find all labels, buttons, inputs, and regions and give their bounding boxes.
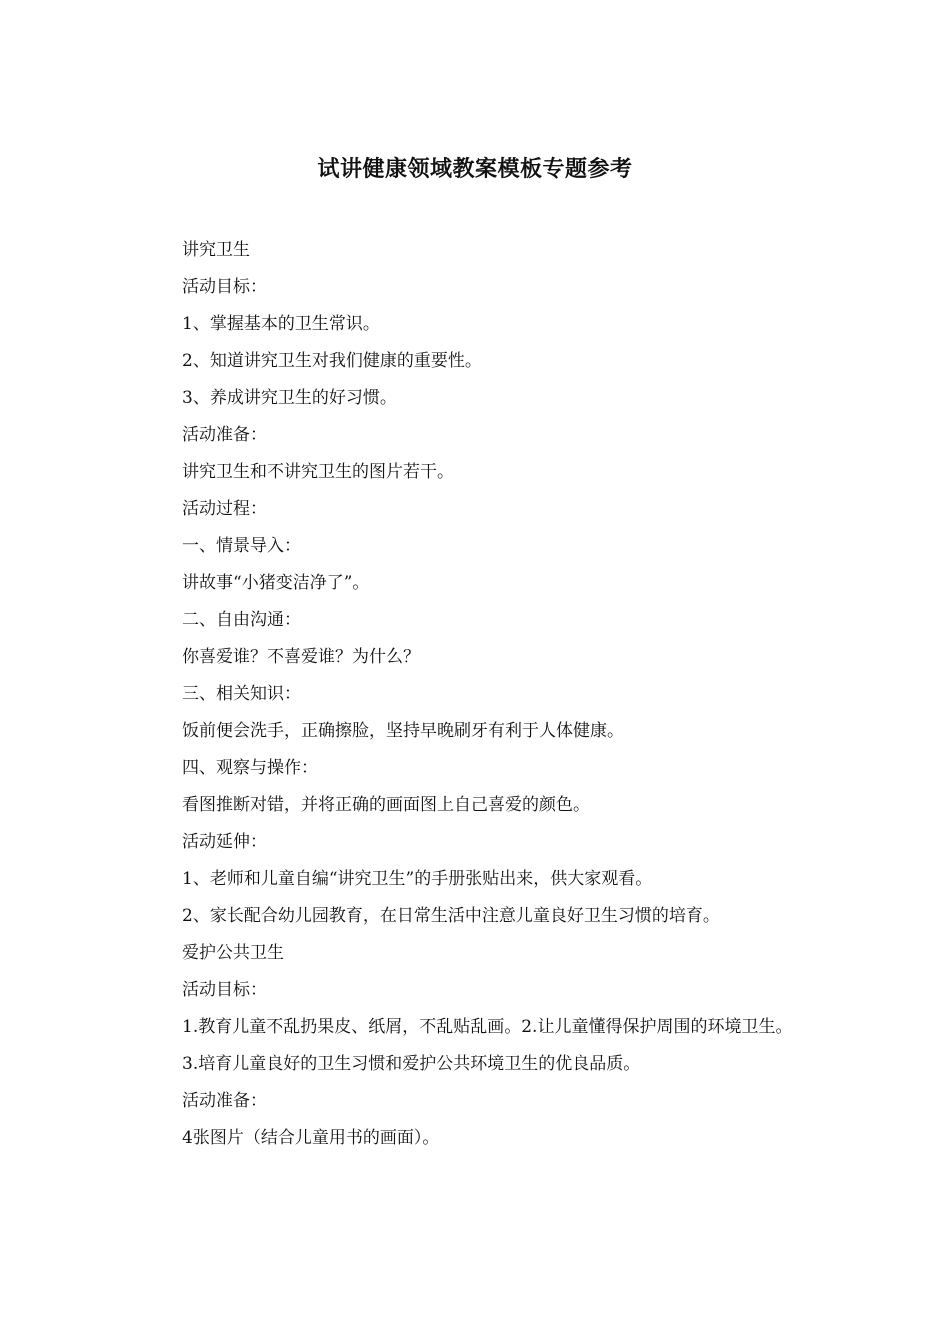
paragraph: 活动延伸： <box>182 832 267 852</box>
paragraph: 你喜爱谁？不喜爱谁？为什么？ <box>182 647 420 667</box>
paragraph: 活动准备： <box>182 425 267 445</box>
paragraph: 二、自由沟通： <box>182 610 301 630</box>
paragraph: 1、掌握基本的卫生常识。 <box>182 314 380 334</box>
paragraph: 饭前便会洗手，正确擦脸，坚持早晚刷牙有利于人体健康。 <box>182 721 624 741</box>
paragraph: 讲故事“小猪变洁净了”。 <box>182 573 370 593</box>
paragraph: 活动目标： <box>182 980 267 1000</box>
paragraph: 1.教育儿童不乱扔果皮、纸屑，不乱贴乱画。2.让儿童懂得保护周围的环境卫生。 <box>182 1017 793 1037</box>
document-body <box>145 232 810 1157</box>
paragraph: 活动目标： <box>182 277 267 297</box>
section-heading: 爱护公共卫生 <box>182 943 284 963</box>
paragraph: 讲究卫生和不讲究卫生的图片若干。 <box>182 462 454 482</box>
paragraph: 2、家长配合幼儿园教育，在日常生活中注意儿童良好卫生习惯的培育。 <box>182 906 720 926</box>
paragraph: 活动过程： <box>182 499 267 519</box>
paragraph: 三、相关知识： <box>182 684 301 704</box>
paragraph: 1、老师和儿童自编“讲究卫生”的手册张贴出来，供大家观看。 <box>182 869 653 889</box>
document-title: 试讲健康领域教案模板专题参考 <box>317 157 633 182</box>
paragraph: 一、情景导入： <box>182 536 301 556</box>
paragraph: 3.培育儿童良好的卫生习惯和爱护公共环境卫生的优良品质。 <box>182 1054 641 1074</box>
paragraph: 4张图片（结合儿童用书的画面）。 <box>182 1128 440 1148</box>
paragraph: 2、知道讲究卫生对我们健康的重要性。 <box>182 351 482 371</box>
paragraph: 活动准备： <box>182 1091 267 1111</box>
paragraph: 看图推断对错，并将正确的画面图上自己喜爱的颜色。 <box>182 795 590 815</box>
paragraph: 3、养成讲究卫生的好习惯。 <box>182 388 397 408</box>
paragraph: 四、观察与操作： <box>182 758 318 778</box>
section-heading: 讲究卫生 <box>182 240 250 260</box>
